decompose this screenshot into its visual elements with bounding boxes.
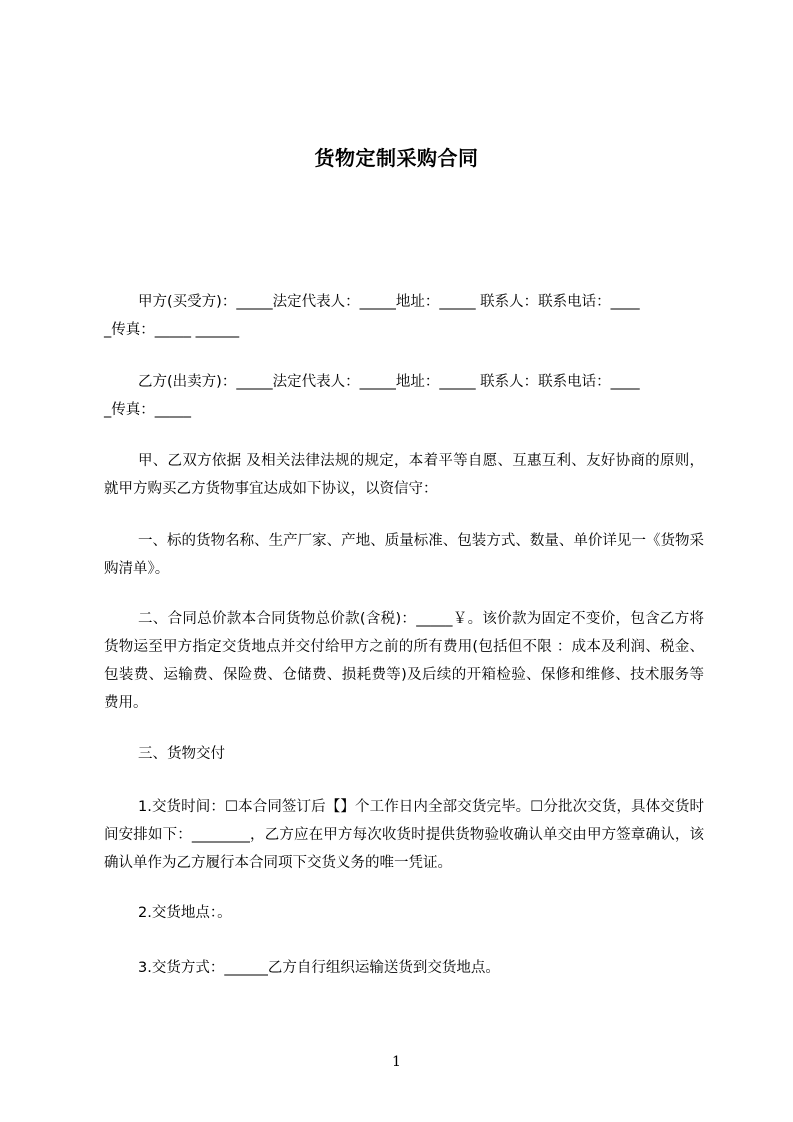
party-a-info-line1: 甲方(买受方)：_____法定代表人：_____地址：_____ 联系人：联系电话：____	[138, 294, 640, 310]
clause-3-1-paragraph: 1.交货时间：☐本合同签订后【】个工作日内全部交货完毕。☐分批次交货，具体交货时间安排如下：________，乙方应在甲方每次收货时提供货物验收确认单交由甲方签章确认，该确认单作为乙方履行本合同项下交货义务的唯一凭证。	[104, 799, 704, 871]
party-a-info-line2: _传真：_____ ______	[104, 322, 240, 338]
preamble-paragraph: 甲、乙双方依据 及相关法律法规的规定，本着平等自愿、互惠互利、友好协商的原则，就甲方购买乙方货物事宜达成如下协议，以资信守：	[104, 453, 704, 497]
clause-1-paragraph: 一、标的货物名称、生产厂家、产地、质量标准、包装方式、数量、单价详见一《货物采购清单》。	[104, 533, 704, 577]
clause-3-3-line: 3.交货方式：______乙方自行组织运输送货到交货地点。	[138, 960, 500, 976]
document-title: 货物定制采购合同	[314, 146, 479, 170]
page-number: 1	[392, 1054, 401, 1070]
party-b-info-line1: 乙方(出卖方)：_____法定代表人：_____地址：_____ 联系人：联系电话：____	[138, 374, 640, 390]
clause-2-paragraph: 二、合同总价款本合同货物总价款(含税)：_____￥。该价款为固定不变价，包含乙方将货物运至甲方指定交货地点并交付给甲方之前的所有费用(包括但不限 ：成本及利润、税金、包装费、运输费、保险费、仓储费、损耗费等)及后续的开箱检验、保修和维修、技术服务等费用。	[104, 611, 704, 711]
clause-3-2-line: 2.交货地点：。	[138, 905, 232, 921]
clause-3-heading: 三、货物交付	[138, 746, 225, 762]
party-b-info-line2: _传真：_____	[104, 402, 191, 418]
